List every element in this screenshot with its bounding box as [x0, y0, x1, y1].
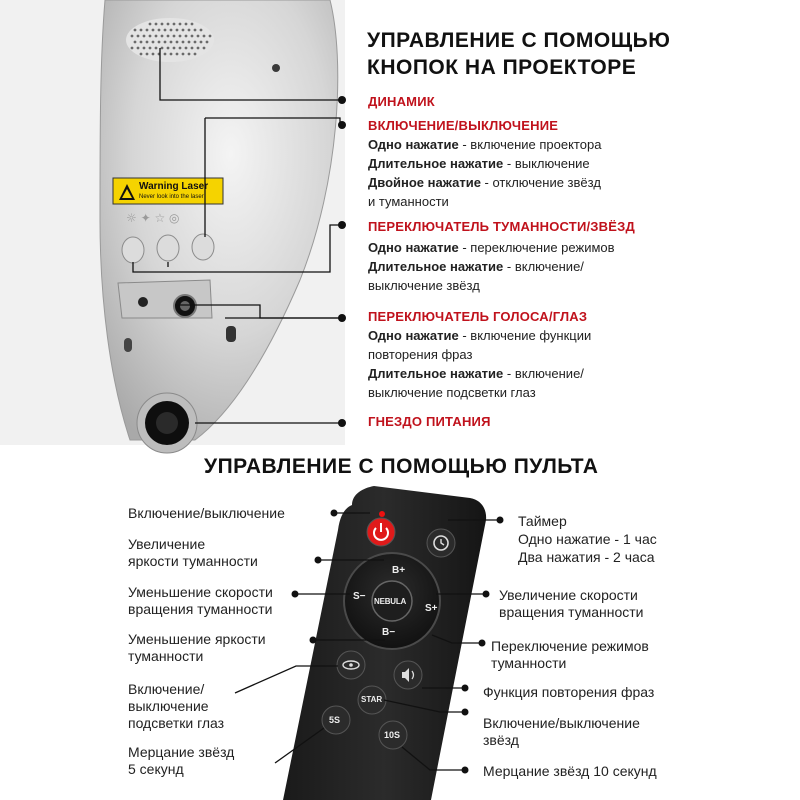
speaker-hole	[155, 35, 158, 38]
speaker-hole	[155, 47, 158, 50]
speaker-hole	[149, 23, 152, 26]
speaker-hole	[152, 53, 155, 56]
section-nebula-line: Длительное нажатие - включение/	[368, 259, 584, 274]
label-timer: Таймер	[518, 513, 567, 529]
speaker-hole	[200, 29, 203, 32]
speaker-hole	[149, 35, 152, 38]
section-voice-line: выключение подсветки глаз	[368, 385, 536, 400]
section-voice-line: Длительное нажатие - включение/	[368, 366, 584, 381]
speaker-hole	[185, 47, 188, 50]
projector-buttons	[122, 234, 214, 263]
side-slot	[226, 326, 236, 342]
label-phrase: Функция повторения фраз	[483, 684, 655, 700]
speaker-hole	[134, 41, 137, 44]
section-power-socket-heading: ГНЕЗДО ПИТАНИЯ	[368, 414, 491, 429]
speaker-hole	[155, 23, 158, 26]
label-brightness-down: Уменьшение яркости	[128, 631, 266, 647]
speaker-hole	[194, 53, 197, 56]
speaker-hole	[173, 35, 176, 38]
speaker-hole	[137, 35, 140, 38]
speaker-hole	[203, 47, 206, 50]
shell-dot	[272, 64, 280, 72]
label-brightness-up: Увеличение	[128, 536, 206, 552]
speaker-hole	[146, 29, 149, 32]
section-nebula-line: Одно нажатие - переключение режимов	[368, 240, 615, 255]
speaker-hole	[185, 35, 188, 38]
speaker-hole	[191, 23, 194, 26]
speaker-hole	[182, 29, 185, 32]
label-timer: Одно нажатие - 1 час	[518, 531, 657, 547]
section-voice-line: Одно нажатие - включение функции	[368, 328, 592, 343]
speaker-hole	[170, 53, 173, 56]
section-power-heading: ВКЛЮЧЕНИЕ/ВЫКЛЮЧЕНИЕ	[368, 118, 559, 133]
speaker-hole	[176, 41, 179, 44]
speaker-hole	[167, 23, 170, 26]
label-brightness-down: туманности	[128, 648, 204, 664]
speaker-hole	[179, 23, 182, 26]
label-power: Включение/выключение	[128, 505, 285, 521]
remote-nebula-button[interactable]: NEBULA	[374, 597, 407, 606]
speaker-hole	[149, 47, 152, 50]
remote-10s-label: 10S	[384, 730, 401, 740]
speaker-hole	[161, 47, 164, 50]
speaker-hole	[143, 35, 146, 38]
label-timer: Два нажатия - 2 часа	[518, 549, 655, 565]
bottom-title: УПРАВЛЕНИЕ С ПОМОЩЬЮ ПУЛЬТА	[204, 455, 599, 478]
speaker-hole	[182, 53, 185, 56]
label-mode-switch: Переключение режимов	[491, 638, 649, 654]
remote-b-minus[interactable]: B−	[382, 627, 396, 638]
speaker-hole	[164, 41, 167, 44]
speaker-hole	[203, 35, 206, 38]
speaker-hole	[158, 41, 161, 44]
label-flicker-5s: 5 секунд	[128, 761, 184, 777]
speaker-hole	[200, 41, 203, 44]
speaker-hole	[191, 35, 194, 38]
speaker-hole	[158, 29, 161, 32]
speaker-hole	[173, 47, 176, 50]
label-eyes: выключение	[128, 698, 209, 714]
label-stars-toggle: звёзд	[483, 732, 519, 748]
speaker-hole	[134, 29, 137, 32]
warning-label-title: Warning Laser	[139, 181, 209, 192]
speaker-hole	[161, 35, 164, 38]
speaker-hole	[170, 29, 173, 32]
speaker-hole	[140, 41, 143, 44]
label-flicker-10s: Мерцание звёзд 10 секунд	[483, 763, 657, 779]
remote-s-minus[interactable]: S−	[353, 591, 366, 602]
power-socket-illustration	[137, 393, 197, 453]
remote-s-plus[interactable]: S+	[425, 603, 438, 614]
remote-b-plus[interactable]: B+	[392, 565, 406, 576]
speaker-hole	[176, 29, 179, 32]
speaker-hole	[140, 53, 143, 56]
top-title-line1: УПРАВЛЕНИЕ С ПОМОЩЬЮ	[367, 29, 671, 52]
section-speaker-heading: ДИНАМИК	[368, 94, 435, 109]
speaker-hole	[164, 29, 167, 32]
speaker-hole	[179, 47, 182, 50]
remote-timer-button[interactable]	[427, 529, 455, 557]
remote-5s-label: 5S	[329, 715, 341, 725]
speaker-hole	[167, 47, 170, 50]
speaker-hole	[209, 35, 212, 38]
speaker-hole	[188, 53, 191, 56]
section-power-line: и туманности	[368, 194, 449, 209]
label-brightness-up: яркости туманности	[128, 553, 258, 569]
speaker-hole	[143, 47, 146, 50]
top-title-line2: КНОПОК НА ПРОЕКТОРЕ	[367, 56, 637, 79]
remote-phrase-button[interactable]	[394, 661, 422, 689]
warning-label-sub: Never look into the laser	[139, 194, 204, 200]
speaker-hole	[152, 41, 155, 44]
speaker-hole	[170, 41, 173, 44]
speaker-hole	[164, 53, 167, 56]
speaker-hole	[188, 29, 191, 32]
speaker-hole	[194, 29, 197, 32]
speaker-hole	[194, 41, 197, 44]
section-voice-line: повторения фраз	[368, 347, 473, 362]
remote-power-button[interactable]	[367, 518, 395, 546]
speaker-hole	[146, 53, 149, 56]
speaker-hole	[197, 47, 200, 50]
speaker-hole	[131, 35, 134, 38]
remote-eyes-button[interactable]	[337, 651, 365, 679]
speaker-hole	[173, 23, 176, 26]
jack-panel	[118, 280, 212, 318]
label-eyes: подсветки глаз	[128, 715, 225, 731]
label-mode-switch: туманности	[491, 655, 567, 671]
emboss-icons: ☼ ✦ ☆ ◎	[126, 211, 180, 225]
label-flicker-5s: Мерцание звёзд	[128, 744, 235, 760]
section-nebula-heading: ПЕРЕКЛЮЧАТЕЛЬ ТУМАННОСТИ/ЗВЁЗД	[368, 219, 635, 234]
speaker-hole	[146, 41, 149, 44]
remote-star-label: STAR	[361, 695, 383, 704]
label-speed-down: вращения туманности	[128, 601, 273, 617]
speaker-hole	[179, 35, 182, 38]
speaker-hole	[206, 41, 209, 44]
speaker-hole	[152, 29, 155, 32]
speaker-hole	[176, 53, 179, 56]
remote-led	[379, 511, 385, 517]
speaker-hole	[182, 41, 185, 44]
speaker-hole	[167, 35, 170, 38]
speaker-hole	[191, 47, 194, 50]
section-power-line: Длительное нажатие - выключение	[368, 156, 590, 171]
speaker-hole	[131, 47, 134, 50]
section-power-line: Двойное нажатие - отключение звёзд	[368, 175, 601, 190]
speaker-hole	[185, 23, 188, 26]
speaker-grille	[126, 18, 214, 62]
section-voice-heading: ПЕРЕКЛЮЧАТЕЛЬ ГОЛОСА/ГЛАЗ	[368, 309, 588, 324]
speaker-hole	[188, 41, 191, 44]
section-nebula-line: выключение звёзд	[368, 278, 480, 293]
speaker-hole	[140, 29, 143, 32]
section-power-line: Одно нажатие - включение проектора	[368, 137, 602, 152]
label-speed-up: Увеличение скорости	[499, 587, 638, 603]
speaker-hole	[161, 23, 164, 26]
label-stars-toggle: Включение/выключение	[483, 715, 640, 731]
label-speed-down: Уменьшение скорости	[128, 584, 273, 600]
speaker-hole	[137, 47, 140, 50]
side-slot	[124, 338, 132, 352]
label-eyes: Включение/	[128, 681, 205, 697]
label-speed-up: вращения туманности	[499, 604, 644, 620]
speaker-hole	[197, 35, 200, 38]
